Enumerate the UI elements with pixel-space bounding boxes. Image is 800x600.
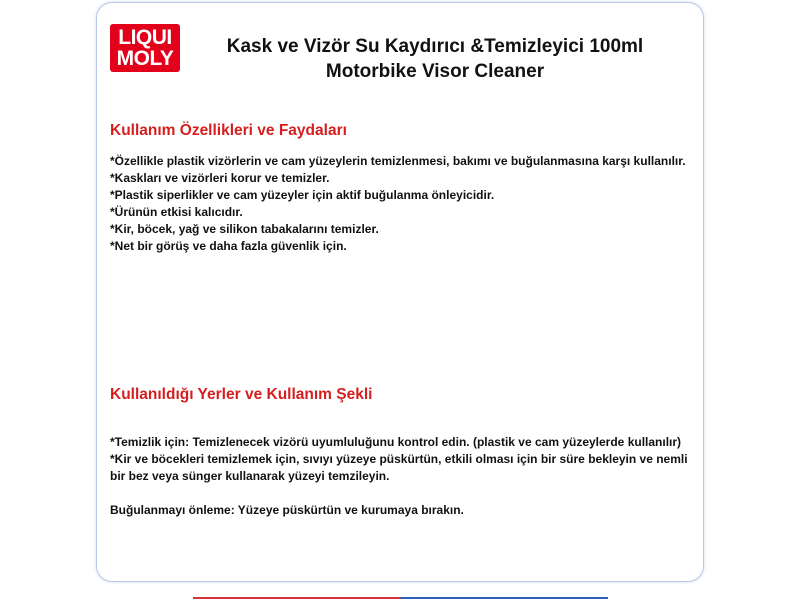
bottom-divider: [193, 597, 608, 599]
logo-text-line2: MOLY: [116, 47, 174, 70]
features-list: [110, 153, 705, 255]
feature-line: *Ürünün etkisi kalıcıdır.: [110, 205, 243, 219]
usage-line: *Kir ve böcekleri temizlemek için, sıvıyı yüzeye püskürtün, etkili olması için bir süre bekleyin ve nemli bir bez veya sünger kullanarak yüzeyi temzileyin.: [110, 452, 688, 483]
liqui-moly-logo: [110, 24, 180, 72]
product-title: [190, 34, 680, 84]
anti-fog-line: Buğulanmayı önleme: Yüzeye püskürtün ve kurumaya bırakın.: [110, 503, 464, 517]
feature-line: *Kaskları ve vizörleri korur ve temizler.: [110, 171, 330, 185]
usage-heading: Kullanıldığı Yerler ve Kullanım Şekli: [110, 386, 373, 403]
product-title-line2: Motorbike Visor Cleaner: [325, 61, 545, 82]
usage-list: [110, 434, 705, 519]
feature-line: *Plastik siperlikler ve cam yüzeyler için aktif buğulanma önleyicidir.: [110, 188, 495, 202]
spacer: [110, 485, 705, 502]
feature-line: *Kir, böcek, yağ ve silikon tabakalarını temizler.: [110, 222, 379, 236]
logo-text-line1: LIQUI: [118, 26, 172, 49]
feature-line: *Net bir görüş ve daha fazla güvenlik için.: [110, 239, 347, 253]
product-title-line1: Kask ve Vizör Su Kaydırıcı &Temizleyici 100ml: [226, 36, 644, 57]
feature-line: *Özellikle plastik vizörlerin ve cam yüzeylerin temizlenmesi, bakımı ve buğulanmasına karşı kullanılır.: [110, 154, 686, 168]
usage-line: *Temizlik için: Temizlenecek vizörü uyumluluğunu kontrol edin. (plastik ve cam yüzeylerde kullanılır): [110, 435, 682, 449]
features-heading: Kullanım Özellikleri ve Faydaları: [110, 122, 347, 139]
